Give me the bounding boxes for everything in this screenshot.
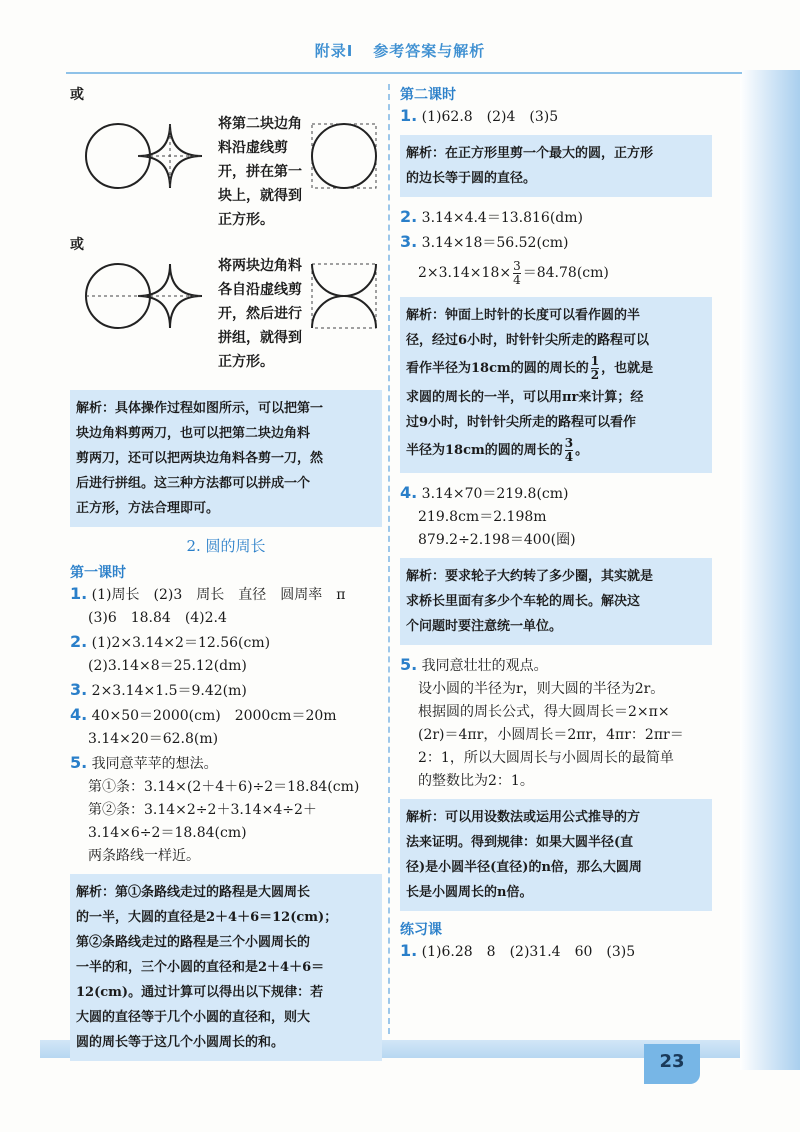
question-5 [70,751,382,776]
answer-text: 两条路线一样近。 [88,848,200,864]
practice-question-1 [400,939,712,964]
left-column [70,84,382,1069]
question-5 [400,653,712,678]
numerator: 1 [590,354,600,368]
denominator: 2 [590,368,600,382]
question-1 [400,104,712,129]
analysis-part: 看作半径为18cm的圆的周长的 [406,361,589,376]
page-edge-decoration [740,70,800,1070]
page-header [0,40,800,61]
question-1 [70,582,382,607]
analysis-line: 12(cm)。通过计算可以得出以下规律：若 [76,985,324,1000]
caption-line: 料沿虚线剪 [218,140,288,156]
answer-text: (2r)＝4πr，小圆周长＝2πr，4πr：2πr＝ [418,727,684,743]
caption-line: 将第二块边角 [218,116,302,132]
answer-text: (1)周长 (2)3 周长 直径 圆周率 π [91,587,346,603]
question-3 [400,230,712,255]
answer-text: 第①条：3.14×(2＋4＋6)÷2＝18.84(cm) [88,779,360,795]
question-number: 5. [70,753,88,772]
analysis-line: 解析：钟面上时针的长度可以看作圆的半 [406,308,641,323]
analysis-line [406,435,706,467]
answer-text: 设小圆的半径为r，则大圆的半径为2r。 [418,681,665,697]
analysis-line: 长是小圆周长的n倍。 [406,885,533,900]
analysis-line: 个问题时要注意统一单位。 [406,619,563,634]
analysis-line: 过9小时，时针针尖所走的路程可以看作 [406,415,637,430]
answer-text: (1)6.28 8 (2)31.4 60 (3)5 [421,944,636,960]
analysis-line: 圆的周长等于这几个小圆周长的和。 [76,1035,285,1050]
answer-text: (1)2×3.14×2＝12.56(cm) [91,635,271,651]
fraction [513,260,521,287]
page-number: 23 [644,1044,700,1084]
analysis-box [400,558,712,645]
analysis-line: 解析：在正方形里剪一个最大的圆，正方形 [406,146,654,161]
analysis-line: 解析：具体操作过程如图所示，可以把第一 [76,401,324,416]
analysis-line: 解析：可以用设数法或运用公式推导的方 [406,810,641,825]
question-number: 1. [70,584,88,603]
formula-part: ＝84.78(cm) [522,265,609,281]
answer-text: 2：1，所以大圆周长与小圆周长的最简单 [418,750,674,766]
question-number: 3. [70,680,88,699]
analysis-line: 第②条路线走过的路程是三个小圆周长的 [76,935,311,950]
caption-line: 各自沿虚线剪 [218,282,302,298]
figure-1-caption [218,112,302,232]
analysis-part: 半径为18cm的圆的周长的 [406,443,563,458]
analysis-box [400,799,712,911]
answer-text: 我同意苹苹的想法。 [91,756,218,772]
caption-line: 块上，就得到 [218,188,302,204]
answer-text: 3.14×4.4＝13.816(dm) [421,210,583,226]
question-3 [70,678,382,703]
analysis-line: 径，经过6小时，时针针尖所走的路程可以 [406,333,650,348]
analysis-box [70,874,382,1061]
header-appendix: 附录Ⅰ [314,42,354,60]
question-4 [70,703,382,728]
analysis-box [400,135,712,197]
analysis-part: 。 [575,443,589,458]
analysis-line: 大圆的直径等于几个小圆的直径和，则大 [76,1010,311,1025]
analysis-line: 求圆的周长的一半，可以用πr来计算；经 [406,390,644,405]
answer-text: 第②条：3.14×2÷2＋3.14×4÷2＋ [88,802,317,818]
numerator: 3 [513,258,521,273]
caption-line: 开，拼在第一 [218,164,302,180]
figure-2 [70,254,382,384]
lesson-title: 第一课时 [70,565,126,581]
or-label-2: 或 [70,237,84,253]
analysis-part: ，也就是 [601,361,654,376]
question-2 [400,205,712,230]
answer-text: 40×50＝2000(cm) 2000cm＝20m [91,708,337,724]
analysis-line: 块边角料剪两刀，也可以把第二块边角料 [76,426,311,441]
analysis-line: 的边长等于圆的直径。 [406,171,537,186]
question-number: 4. [70,705,88,724]
question-2 [70,630,382,655]
answer-text: (3)6 18.84 (4)2.4 [88,610,227,626]
figure-2-caption [218,254,302,374]
analysis-line: 法来证明。得到规律：如果大圆半径(直 [406,835,634,850]
answer-text: 3.14×18＝56.52(cm) [421,235,569,251]
analysis-line: 剪两刀，还可以把两块边角料各剪一刀，然 [76,451,324,466]
question-number: 3. [400,232,418,251]
analysis-line: 正方形，方法合理即可。 [76,501,220,516]
or-label-1: 或 [70,87,84,103]
caption-line: 正方形。 [218,354,274,370]
caption-line: 开，然后进行 [218,306,302,322]
analysis-line [406,353,706,385]
header-title: 参考答案与解析 [373,42,486,60]
analysis-line: 后进行拼组。这三种方法都可以拼成一个 [76,476,311,491]
question-number: 2. [400,207,418,226]
figure-1 [70,104,382,234]
answer-text: 2×3.14×1.5＝9.42(m) [91,683,247,699]
answer-text: 的整数比为2：1。 [418,773,534,789]
caption-line: 正方形。 [218,212,274,228]
formula-part: 2×3.14×18× [418,265,512,281]
practice-title: 练习课 [400,922,442,938]
right-column [400,84,712,964]
question-number: 5. [400,655,418,674]
answer-text [400,255,712,291]
question-number: 4. [400,483,418,502]
header-rule [66,72,742,74]
answer-text: (2)3.14×8＝25.12(dm) [88,658,247,674]
caption-line: 将两块边角料 [218,258,302,274]
caption-line: 拼组，就得到 [218,330,302,346]
analysis-line: 一半的和，三个小圆的直径和是2＋4＋6＝ [76,960,325,975]
answer-text: (1)62.8 (2)4 (3)5 [421,109,559,125]
fraction [565,437,573,464]
analysis-box [70,390,382,527]
question-number: 1. [400,941,418,960]
analysis-line: 径)是小圆半径(直径)的n倍，那么大圆周 [406,860,642,875]
numerator: 3 [564,436,574,450]
answer-text: 3.14×20＝62.8(m) [88,731,219,747]
answer-text: 219.8cm＝2.198m [418,509,547,525]
question-4 [400,481,712,506]
analysis-line: 的一半，大圆的直径是2＋4＋6＝12(cm)； [76,910,338,925]
denominator: 4 [513,272,521,287]
section-title: 2. 圆的周长 [186,537,266,555]
answer-text: 3.14×6÷2＝18.84(cm) [88,825,247,841]
question-number: 1. [400,106,418,125]
answer-text: 3.14×70＝219.8(cm) [421,486,569,502]
question-number: 2. [70,632,88,651]
answer-text: 根据圆的周长公式，得大圆周长＝2×π× [418,704,670,720]
lesson-title: 第二课时 [400,87,456,103]
analysis-line: 解析：要求轮子大约转了多少圈，其实就是 [406,569,654,584]
fraction [591,355,599,382]
analysis-box [400,297,712,473]
analysis-line: 求桥长里面有多少个车轮的周长。解决这 [406,594,641,609]
column-divider [388,84,390,1034]
answer-text: 879.2÷2.198＝400(圈) [418,532,576,548]
analysis-line: 解析：第①条路线走过的路程是大圆周长 [76,885,311,900]
denominator: 4 [564,450,574,464]
answer-text: 我同意壮壮的观点。 [421,658,548,674]
